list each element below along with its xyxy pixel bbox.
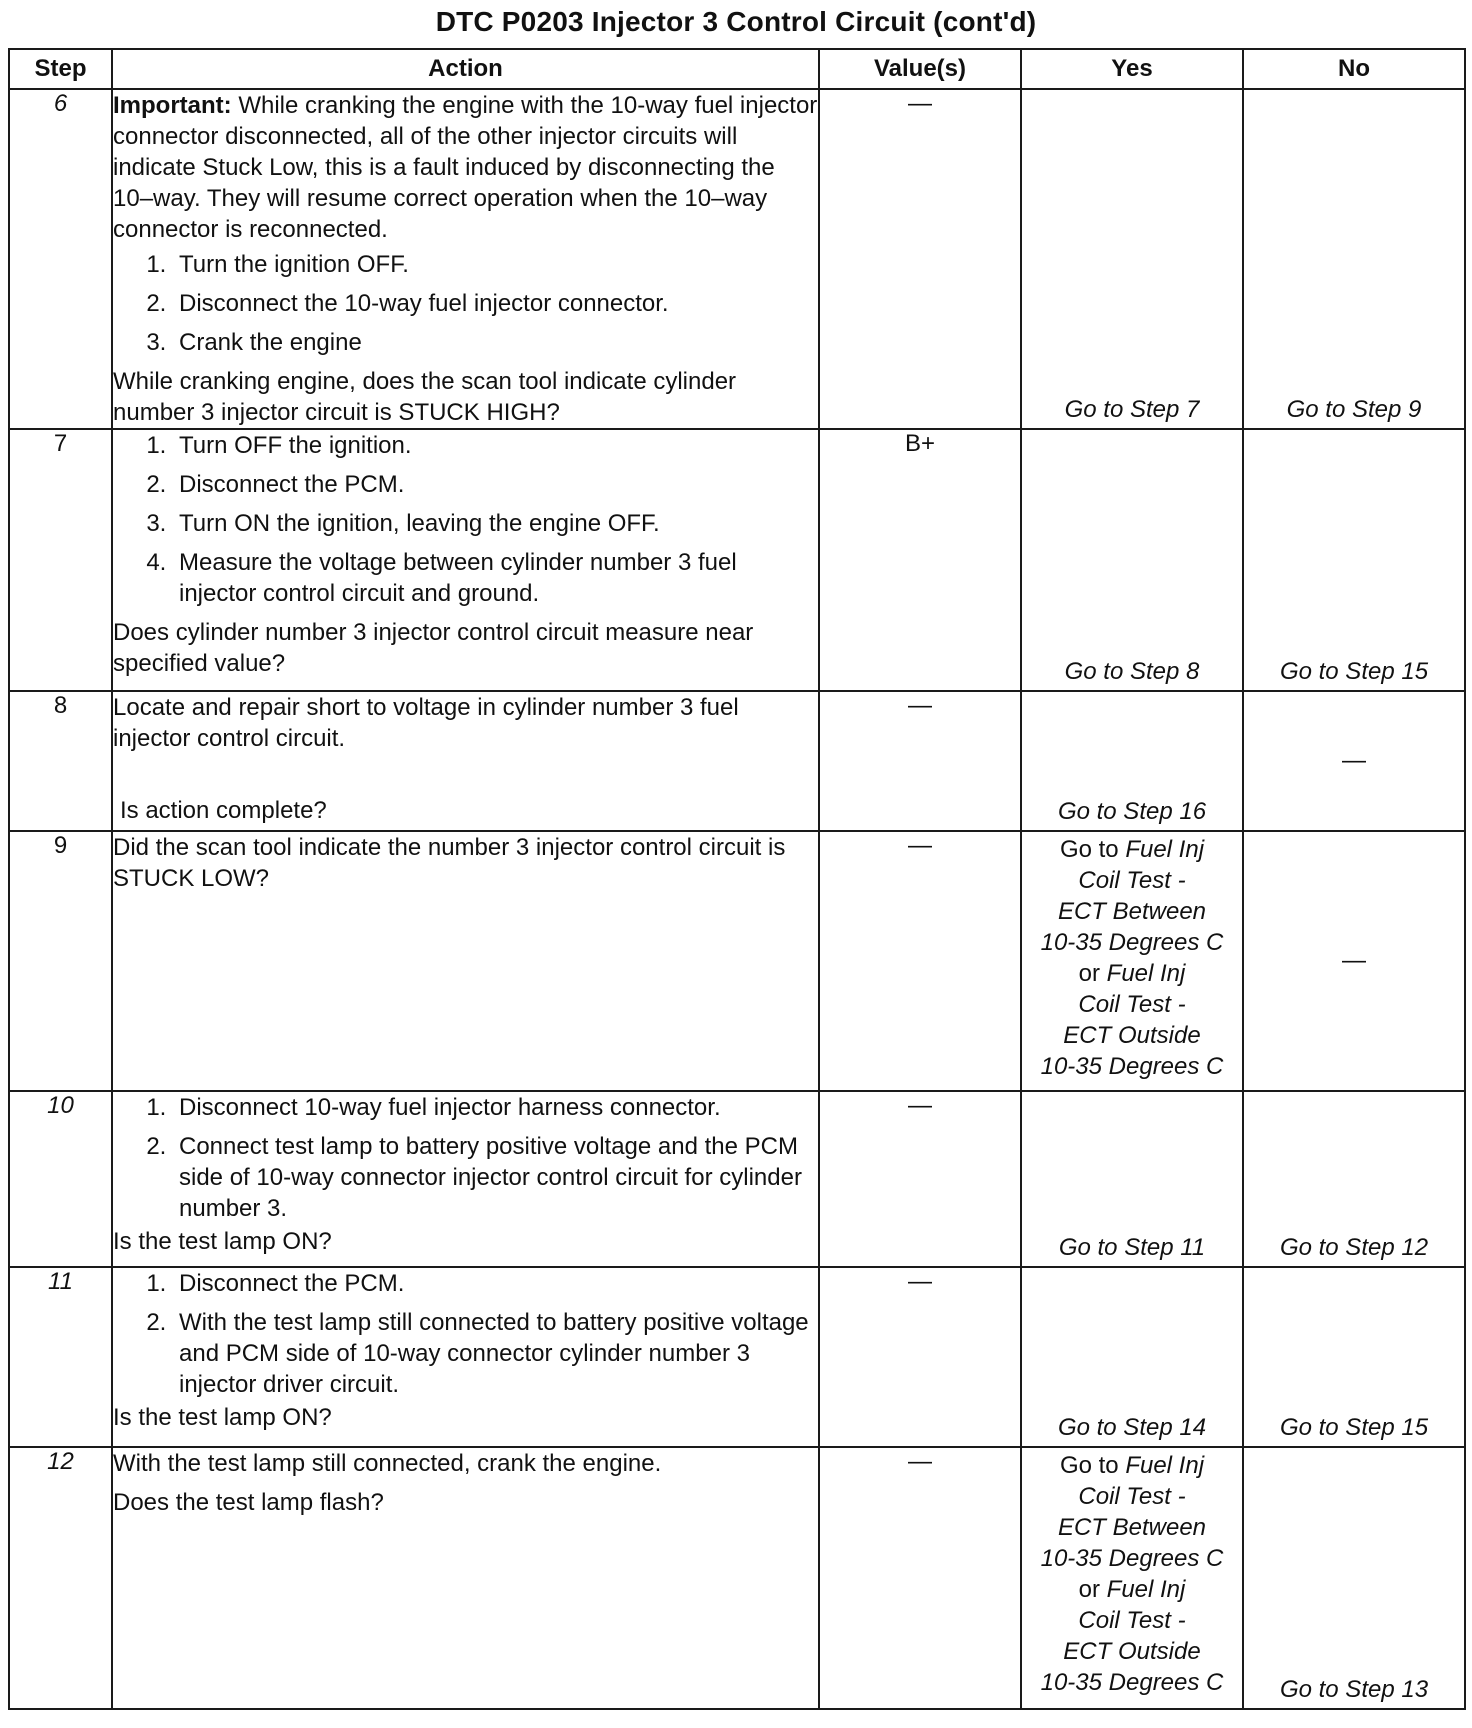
yes-cell bbox=[1021, 1447, 1243, 1709]
ref-link-text: 10-35 Degrees C bbox=[1040, 1053, 1224, 1080]
action-cell bbox=[112, 1447, 819, 1709]
ref-link-text: Coil Test - bbox=[1078, 867, 1186, 894]
yes-cell bbox=[1021, 429, 1243, 691]
action-question: Does the test lamp flash? bbox=[113, 1489, 384, 1516]
ref-link-text: ECT Outside bbox=[1063, 1638, 1201, 1665]
important-label: Important: bbox=[113, 92, 232, 119]
yes-cell bbox=[1021, 89, 1243, 429]
ref-prefix: or bbox=[1078, 960, 1107, 987]
action-cell bbox=[112, 429, 819, 691]
no-cell bbox=[1243, 89, 1465, 429]
table-row bbox=[9, 691, 1465, 831]
action-text: Locate and repair short to voltage in cylinder number 3 fuel injector control circuit. bbox=[113, 694, 739, 752]
yes-ref-line[interactable] bbox=[1022, 865, 1242, 896]
document-title: DTC P0203 Injector 3 Control Circuit (cont'd) bbox=[435, 6, 1037, 37]
table-row bbox=[9, 831, 1465, 1091]
no-link[interactable]: Go to Step 15 bbox=[1279, 1414, 1429, 1441]
value-cell: — bbox=[819, 89, 1021, 429]
action-question: Does cylinder number 3 injector control circuit measure near specified value? bbox=[113, 619, 754, 677]
ref-link-text: Coil Test - bbox=[1078, 1607, 1186, 1634]
action-question: While cranking engine, does the scan tool indicate cylinder number 3 injector circuit is STUCK HIGH? bbox=[113, 368, 737, 426]
important-text: While cranking the engine with the 10-way fuel injector connector disconnected, all of the other injector circuits will indicate Stuck Low, this is a fault induced by disconnecting the 10–way. They will resume correct operation when the 10–way connector is reconnected. bbox=[113, 92, 818, 243]
header-step: Step bbox=[9, 49, 112, 89]
no-link[interactable]: Go to Step 12 bbox=[1279, 1234, 1429, 1261]
yes-ref-line[interactable] bbox=[1022, 1512, 1242, 1543]
procedure-step: 3. Turn ON the ignition, leaving the engine OFF. bbox=[173, 508, 818, 539]
action-text: With the test lamp still connected, crank the engine. bbox=[113, 1450, 662, 1477]
ref-link-text: Coil Test - bbox=[1078, 991, 1186, 1018]
no-link[interactable]: Go to Step 15 bbox=[1279, 658, 1429, 685]
yes-link[interactable]: Go to Step 11 bbox=[1058, 1234, 1206, 1261]
value-cell: — bbox=[819, 1447, 1021, 1709]
step-number: 10 bbox=[9, 1091, 112, 1267]
ref-link-text: Fuel Inj bbox=[1106, 1576, 1186, 1603]
yes-cell bbox=[1021, 691, 1243, 831]
step-number: 6 bbox=[9, 89, 112, 429]
yes-ref-line[interactable] bbox=[1022, 834, 1242, 865]
yes-ref-line[interactable] bbox=[1022, 896, 1242, 927]
yes-ref-line[interactable] bbox=[1022, 1574, 1242, 1605]
value-cell: — bbox=[819, 831, 1021, 1091]
no-cell bbox=[1243, 1267, 1465, 1447]
no-cell: — bbox=[1243, 831, 1465, 1091]
table-row bbox=[9, 1267, 1465, 1447]
no-link[interactable]: Go to Step 9 bbox=[1286, 396, 1422, 423]
yes-link[interactable]: Go to Step 8 bbox=[1064, 658, 1200, 685]
table-row bbox=[9, 1091, 1465, 1267]
procedure-step: 1. Disconnect 10-way fuel injector harness connector. bbox=[173, 1092, 818, 1123]
ref-link-text: 10-35 Degrees C bbox=[1040, 929, 1224, 956]
action-cell bbox=[112, 1091, 819, 1267]
value-cell: — bbox=[819, 1091, 1021, 1267]
ref-link-text: ECT Between bbox=[1057, 1514, 1207, 1541]
yes-link[interactable]: Go to Step 7 bbox=[1064, 396, 1200, 423]
ref-link-text: ECT Between bbox=[1057, 898, 1207, 925]
table-row bbox=[9, 1447, 1465, 1709]
action-cell bbox=[112, 691, 819, 831]
procedure-step: 2. With the test lamp still connected to battery positive voltage and PCM side of 10-way connector cylinder number 3 injector driver circuit. bbox=[173, 1307, 818, 1400]
yes-ref-line[interactable] bbox=[1022, 1605, 1242, 1636]
header-no: No bbox=[1243, 49, 1465, 89]
procedure-step: 1. Turn OFF the ignition. bbox=[173, 430, 818, 461]
action-question: Is the test lamp ON? bbox=[113, 1228, 332, 1255]
procedure-list bbox=[113, 1092, 818, 1224]
ref-prefix: Go to bbox=[1059, 836, 1126, 863]
value-cell: — bbox=[819, 691, 1021, 831]
important-note bbox=[113, 90, 818, 245]
step-number: 12 bbox=[9, 1447, 112, 1709]
header-yes: Yes bbox=[1021, 49, 1243, 89]
ref-prefix: or bbox=[1078, 1576, 1107, 1603]
yes-ref-line[interactable] bbox=[1022, 1020, 1242, 1051]
step-number: 7 bbox=[9, 429, 112, 691]
ref-link-text: 10-35 Degrees C bbox=[1040, 1669, 1224, 1696]
ref-link-text: Fuel Inj bbox=[1125, 836, 1205, 863]
ref-link-text: ECT Outside bbox=[1063, 1022, 1201, 1049]
ref-link-text: 10-35 Degrees C bbox=[1040, 1545, 1224, 1572]
yes-ref-line[interactable] bbox=[1022, 1051, 1242, 1082]
procedure-step: 2. Disconnect the 10-way fuel injector connector. bbox=[173, 288, 818, 319]
yes-ref-line[interactable] bbox=[1022, 1450, 1242, 1481]
yes-ref-line[interactable] bbox=[1022, 958, 1242, 989]
no-cell: — bbox=[1243, 691, 1465, 831]
action-question: Is the test lamp ON? bbox=[113, 1404, 332, 1431]
yes-link[interactable]: Go to Step 16 bbox=[1057, 798, 1207, 825]
ref-link-text: Coil Test - bbox=[1078, 1483, 1186, 1510]
step-number: 8 bbox=[9, 691, 112, 831]
ref-link-text: Fuel Inj bbox=[1106, 960, 1186, 987]
yes-cell bbox=[1021, 1267, 1243, 1447]
action-cell bbox=[112, 1267, 819, 1447]
action-cell bbox=[112, 831, 819, 1091]
yes-ref-line[interactable] bbox=[1022, 989, 1242, 1020]
ref-prefix: Go to bbox=[1059, 1452, 1126, 1479]
procedure-step: 3. Crank the engine bbox=[173, 327, 818, 358]
procedure-list bbox=[113, 1268, 818, 1400]
yes-link[interactable]: Go to Step 14 bbox=[1057, 1414, 1207, 1441]
procedure-step: 1. Disconnect the PCM. bbox=[173, 1268, 818, 1299]
table-row bbox=[9, 429, 1465, 691]
table-header-row bbox=[9, 49, 1465, 89]
table-row bbox=[9, 89, 1465, 429]
procedure-list bbox=[113, 430, 818, 609]
value-cell: — bbox=[819, 1267, 1021, 1447]
procedure-step: 2. Disconnect the PCM. bbox=[173, 469, 818, 500]
ref-link-text: Fuel Inj bbox=[1125, 1452, 1205, 1479]
no-cell bbox=[1243, 429, 1465, 691]
procedure-step: 2. Connect test lamp to battery positive voltage and the PCM side of 10-way connector injector control circuit for cylinder number 3. bbox=[173, 1131, 818, 1224]
yes-ref-line[interactable] bbox=[1022, 927, 1242, 958]
yes-cell bbox=[1021, 1091, 1243, 1267]
header-values: Value(s) bbox=[819, 49, 1021, 89]
yes-ref-line[interactable] bbox=[1022, 1667, 1242, 1698]
yes-ref-line[interactable] bbox=[1022, 1481, 1242, 1512]
procedure-step: 4. Measure the voltage between cylinder number 3 fuel injector control circuit and ground. bbox=[173, 547, 818, 609]
procedure-list bbox=[113, 249, 818, 358]
no-link[interactable]: Go to Step 13 bbox=[1279, 1676, 1429, 1703]
action-cell bbox=[112, 89, 819, 429]
action-question: Is action complete? bbox=[120, 797, 327, 824]
step-number: 9 bbox=[9, 831, 112, 1091]
action-text: Did the scan tool indicate the number 3 injector control circuit is STUCK LOW? bbox=[113, 834, 786, 892]
header-action: Action bbox=[112, 49, 819, 89]
no-cell bbox=[1243, 1091, 1465, 1267]
yes-ref-line[interactable] bbox=[1022, 1543, 1242, 1574]
yes-cell bbox=[1021, 831, 1243, 1091]
no-cell bbox=[1243, 1447, 1465, 1709]
step-number: 11 bbox=[9, 1267, 112, 1447]
diagnostic-table bbox=[8, 48, 1466, 1710]
procedure-step: 1. Turn the ignition OFF. bbox=[173, 249, 818, 280]
yes-ref-line[interactable] bbox=[1022, 1636, 1242, 1667]
value-cell: B+ bbox=[819, 429, 1021, 691]
